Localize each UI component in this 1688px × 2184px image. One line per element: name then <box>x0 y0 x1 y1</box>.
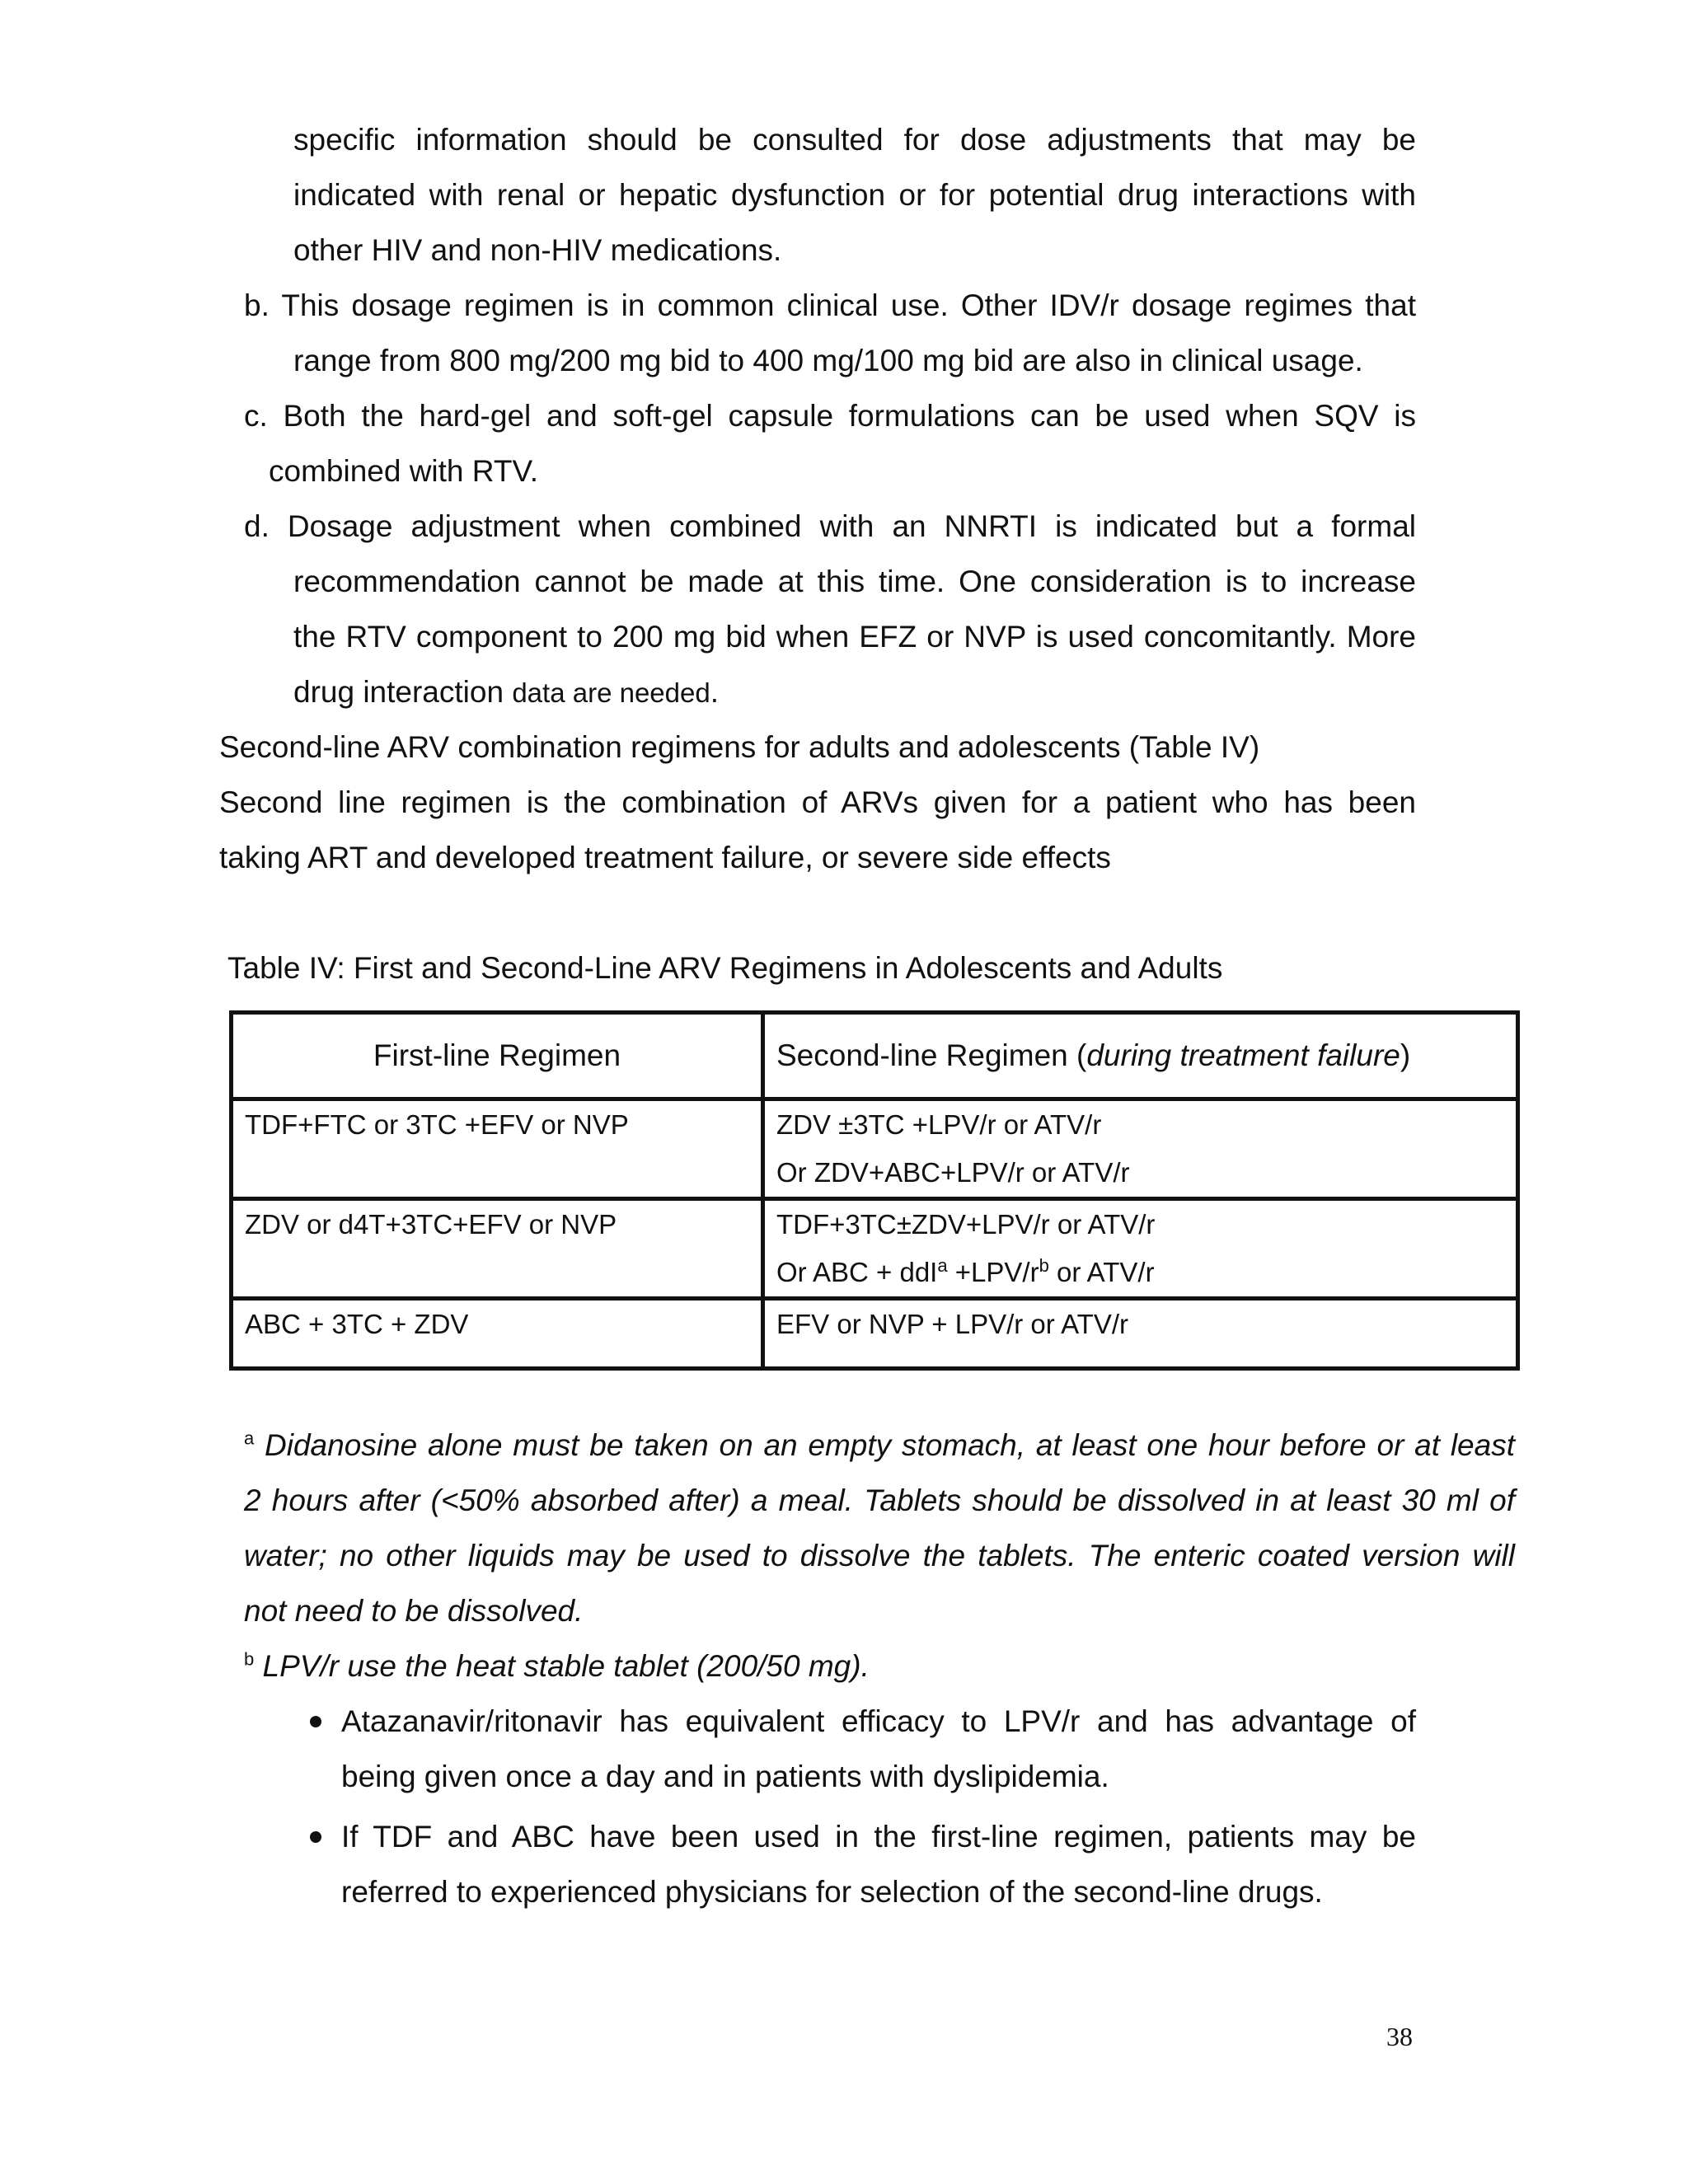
second-line-cell <box>763 1199 1518 1299</box>
second-line-option: EFV or NVP + LPV/r or ATV/r <box>776 1309 1129 1339</box>
section-text-line: taking ART and developed treatment failure, or severe side effects <box>219 841 1111 874</box>
first-line-cell: ZDV or d4T+3TC+EFV or NVP <box>232 1199 763 1299</box>
bullet-icon <box>310 1716 321 1727</box>
header-second-text: Second-line Regimen ( <box>776 1038 1087 1072</box>
bullet-line: being given once a day and in patients with dyslipidemia. <box>341 1760 1109 1793</box>
bullet-line: Atazanavir/ritonavir has equivalent efficacy to LPV/r and has advantage of <box>341 1704 1416 1738</box>
note-d-small-text: data are needed <box>512 677 710 708</box>
footnote-ref-b: b <box>1039 1255 1049 1276</box>
second-line-option: TDF+3TC±ZDV+LPV/r or ATV/r <box>776 1209 1156 1240</box>
footnote-a-line <box>244 1418 1515 1473</box>
option-text: +LPV/r <box>947 1257 1039 1287</box>
note-b-line: range from 800 mg/200 mg bid to 400 mg/100 mg bid are also in clinical usage. <box>293 344 1363 377</box>
footnote-a-line: water; no other liquids may be used to dissolve the tablets. The enteric coated version will <box>244 1539 1515 1572</box>
table-header-row <box>232 1013 1518 1099</box>
page-number: 38 <box>1386 2022 1413 2051</box>
note-d-period: . <box>710 675 719 709</box>
second-line-option <box>776 1249 1504 1296</box>
table-row <box>232 1199 1518 1299</box>
bullet-icon <box>310 1831 321 1843</box>
header-second-italic: during treatment failure <box>1086 1038 1400 1072</box>
footnote-a-text: Didanosine alone must be taken on an empty stomach, at least one hour before or at least <box>254 1428 1515 1462</box>
section-text-line: Second line regimen is the combination of ARVs given for a patient who has been <box>219 785 1416 819</box>
second-line-option: ZDV ±3TC +LPV/r or ATV/r <box>776 1109 1102 1140</box>
note-b-line: b. This dosage regimen is in common clinical use. Other IDV/r dosage regimes that <box>244 288 1416 322</box>
paragraph-line: indicated with renal or hepatic dysfunction or for potential drug interactions with <box>293 178 1416 212</box>
footnote-b-line <box>244 1638 870 1694</box>
note-d-text: drug interaction <box>293 675 513 709</box>
note-d-line: the RTV component to 200 mg bid when EFZ or NVP is used concomitantly. More <box>293 620 1416 654</box>
header-second-line <box>763 1013 1518 1099</box>
second-line-cell <box>763 1099 1518 1199</box>
footnote-b-text: LPV/r use the heat stable tablet (200/50 mg). <box>254 1649 870 1683</box>
header-first-line: First-line Regimen <box>232 1013 763 1099</box>
table-row <box>232 1299 1518 1369</box>
option-text: or ATV/r <box>1048 1257 1155 1287</box>
first-line-cell: TDF+FTC or 3TC +EFV or NVP <box>232 1099 763 1199</box>
footnote-ref-a: a <box>937 1255 948 1276</box>
note-d-line: recommendation cannot be made at this time. One consideration is to increase <box>293 565 1416 598</box>
note-c-line: c. Both the hard-gel and soft-gel capsule formulations can be used when SQV is <box>244 399 1416 433</box>
table-caption: Table IV: First and Second-Line ARV Regimens in Adolescents and Adults <box>227 951 1223 985</box>
option-text: Or ABC + ddI <box>776 1257 938 1287</box>
bullet-line: referred to experienced physicians for selection of the second-line drugs. <box>341 1875 1323 1909</box>
footnote-a-line: not need to be dissolved. <box>244 1594 584 1628</box>
table-row <box>232 1099 1518 1199</box>
arv-regimen-table <box>229 1010 1520 1371</box>
footnote-a-marker: a <box>244 1427 255 1449</box>
first-line-cell: ABC + 3TC + ZDV <box>232 1299 763 1369</box>
note-d-line: d. Dosage adjustment when combined with an NNRTI is indicated but a formal <box>244 509 1416 543</box>
note-d-line <box>293 664 719 720</box>
second-line-option: Or ZDV+ABC+LPV/r or ATV/r <box>776 1157 1130 1188</box>
bullet-line: If TDF and ABC have been used in the first-line regimen, patients may be <box>341 1820 1416 1854</box>
note-c-line: combined with RTV. <box>269 454 539 488</box>
section-heading: Second-line ARV combination regimens for adults and adolescents (Table IV) <box>219 730 1260 764</box>
footnote-b-marker: b <box>244 1648 255 1670</box>
paragraph-line: specific information should be consulted for dose adjustments that may be <box>293 123 1416 157</box>
paragraph-line: other HIV and non-HIV medications. <box>293 233 782 267</box>
header-second-close: ) <box>1400 1038 1411 1072</box>
second-line-cell <box>763 1299 1518 1369</box>
footnote-a-line: 2 hours after (<50% absorbed after) a meal. Tablets should be dissolved in at least 30 ml of <box>244 1483 1515 1517</box>
